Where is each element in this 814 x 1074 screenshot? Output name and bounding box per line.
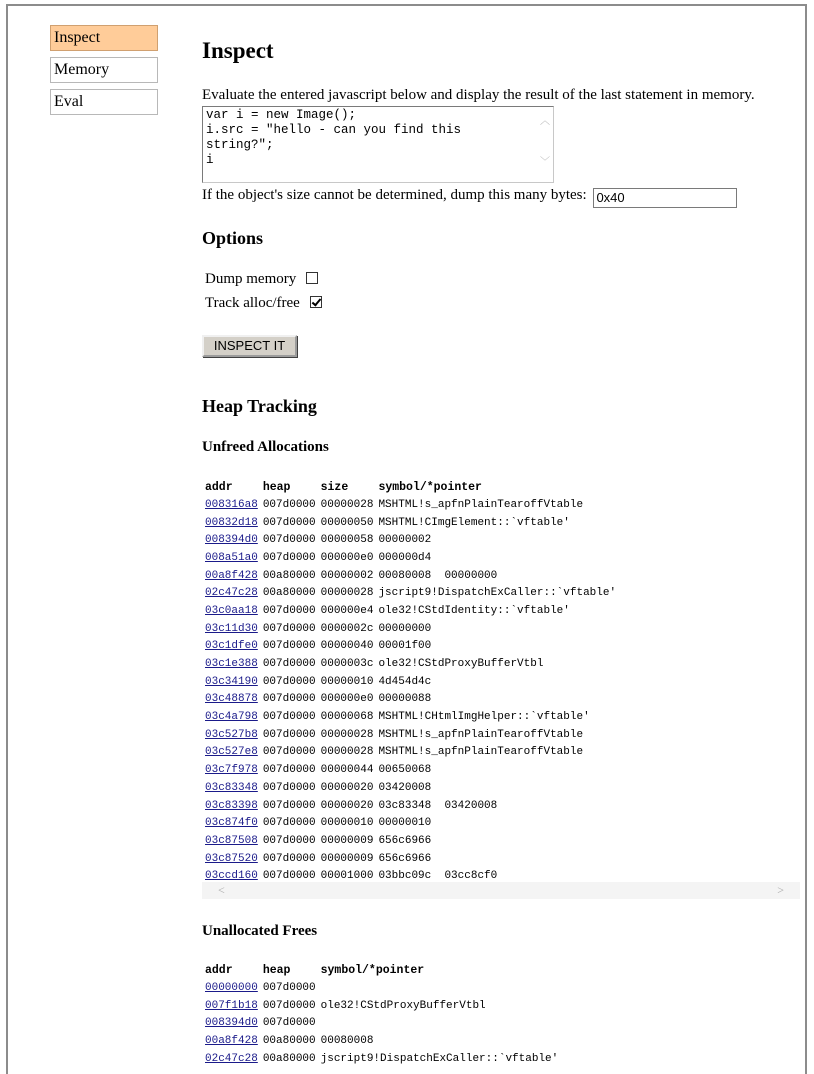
table-cell: 00000010 xyxy=(320,675,374,688)
table-cell: 007d0000 xyxy=(262,870,316,883)
addr-cell xyxy=(204,620,262,638)
option-dump-memory xyxy=(205,271,318,288)
inspect-it-button[interactable]: INSPECT IT xyxy=(202,335,297,357)
table-cell: 00000088 xyxy=(378,693,432,706)
table-row xyxy=(204,549,620,567)
table-row xyxy=(204,779,620,797)
unallocated-frees-table xyxy=(204,962,562,1067)
table-cell: 00000010 xyxy=(378,817,432,830)
table-cell: MSHTML!CHtmlImgHelper::`vftable' xyxy=(378,711,590,724)
table-row xyxy=(204,850,620,868)
table-row xyxy=(204,997,562,1015)
table-cell: 007d0000 xyxy=(262,834,316,847)
addr-cell xyxy=(204,496,262,514)
table-cell: 00a80000 xyxy=(262,1034,316,1047)
table-row xyxy=(204,638,620,656)
table-row xyxy=(204,514,620,532)
table-cell: 00000010 xyxy=(320,817,374,830)
dump-size-row xyxy=(202,187,737,208)
table-cell: 007d0000 xyxy=(262,781,316,794)
addr-link[interactable]: 03c7f978 xyxy=(205,764,258,777)
addr-cell xyxy=(204,726,262,744)
addr-link[interactable]: 008394d0 xyxy=(205,534,258,547)
table-horizontal-scrollbar[interactable] xyxy=(202,882,800,899)
table-row xyxy=(204,620,620,638)
addr-cell xyxy=(204,997,262,1015)
column-header: size xyxy=(320,481,349,494)
table-row xyxy=(204,979,562,997)
table-cell: 00000020 xyxy=(320,781,374,794)
table-cell: 656c6966 xyxy=(378,852,432,865)
table-row xyxy=(204,602,620,620)
track-alloc-checkbox[interactable] xyxy=(310,296,322,308)
addr-link[interactable]: 03c527b8 xyxy=(205,728,258,741)
addr-cell xyxy=(204,797,262,815)
addr-cell xyxy=(204,584,262,602)
addr-link[interactable]: 00a8f428 xyxy=(205,569,258,582)
addr-link[interactable]: 03c48878 xyxy=(205,693,258,706)
table-cell: 00000028 xyxy=(320,498,374,511)
javascript-input[interactable] xyxy=(202,106,554,183)
table-cell: MSHTML!CImgElement::`vftable' xyxy=(378,516,570,529)
table-row xyxy=(204,832,620,850)
table-cell: 00000020 xyxy=(320,799,374,812)
table-cell: 00001f00 xyxy=(378,640,432,653)
addr-cell xyxy=(204,832,262,850)
addr-link[interactable]: 03ccd160 xyxy=(205,870,258,883)
table-cell: MSHTML!s_apfnPlainTearoffVtable xyxy=(378,746,584,759)
table-row xyxy=(204,531,620,549)
addr-cell xyxy=(204,1050,262,1068)
addr-cell xyxy=(204,779,262,797)
table-cell: 000000d4 xyxy=(378,551,432,564)
unfreed-allocations-table xyxy=(204,479,620,885)
addr-cell xyxy=(204,814,262,832)
table-cell: 00a80000 xyxy=(262,1052,316,1065)
table-row xyxy=(204,1014,562,1032)
table-row xyxy=(204,655,620,673)
table-cell: 00000000 xyxy=(378,622,432,635)
addr-link[interactable]: 02c47c28 xyxy=(205,1052,258,1065)
addr-link[interactable]: 008a51a0 xyxy=(205,551,258,564)
addr-cell xyxy=(204,691,262,709)
table-cell xyxy=(320,979,563,997)
column-header: heap xyxy=(262,481,291,494)
addr-link[interactable]: 03c1dfe0 xyxy=(205,640,258,653)
table-cell: ole32!CStdProxyBufferVtbl xyxy=(320,999,486,1012)
addr-cell xyxy=(204,1032,262,1050)
column-header: addr xyxy=(205,964,233,977)
description-text: Evaluate the entered javascript below and display the result of the last statement in memory. xyxy=(202,87,755,103)
table-cell: 00000044 xyxy=(320,764,374,777)
table-cell: 00000028 xyxy=(320,587,374,600)
scroll-left-icon[interactable]: < xyxy=(218,883,225,897)
table-cell: 00000068 xyxy=(320,711,374,724)
table-cell: 007d0000 xyxy=(262,604,316,617)
addr-cell xyxy=(204,744,262,762)
table-row xyxy=(204,744,620,762)
table-cell: jscript9!DispatchExCaller::`vftable' xyxy=(378,587,617,600)
sidebar-nav xyxy=(50,25,158,121)
table-cell: 007d0000 xyxy=(262,746,316,759)
addr-cell xyxy=(204,602,262,620)
heap-tracking-heading: Heap Tracking xyxy=(202,396,317,416)
table-cell: 00000009 xyxy=(320,852,374,865)
table-cell: 656c6966 xyxy=(378,834,432,847)
addr-link[interactable]: 03c83348 xyxy=(205,781,258,794)
addr-link[interactable]: 008316a8 xyxy=(205,498,258,511)
table-cell: 007d0000 xyxy=(262,498,316,511)
addr-link[interactable]: 00000000 xyxy=(205,981,258,994)
table-cell xyxy=(320,1014,563,1032)
table-cell: 00080008 00000000 xyxy=(378,569,498,582)
table-cell: 00000028 xyxy=(320,728,374,741)
table-cell: 007d0000 xyxy=(262,640,316,653)
table-cell: 00a80000 xyxy=(262,569,316,582)
table-cell: 007d0000 xyxy=(262,981,316,994)
dump-size-label: If the object's size cannot be determined, dump this many bytes: xyxy=(202,187,587,203)
table-cell: 03420008 xyxy=(378,781,432,794)
addr-cell xyxy=(204,567,262,585)
addr-cell xyxy=(204,549,262,567)
table-cell: 007d0000 xyxy=(262,817,316,830)
table-cell: 00000028 xyxy=(320,746,374,759)
table-cell: 007d0000 xyxy=(262,1017,316,1030)
table-cell: 007d0000 xyxy=(262,622,316,635)
table-row xyxy=(204,1050,562,1068)
addr-cell xyxy=(204,531,262,549)
table-cell: 00000002 xyxy=(378,534,432,547)
addr-link[interactable]: 03c87520 xyxy=(205,852,258,865)
addr-link[interactable]: 03c0aa18 xyxy=(205,604,258,617)
addr-cell xyxy=(204,514,262,532)
table-row xyxy=(204,496,620,514)
dump-size-input[interactable] xyxy=(593,188,737,208)
addr-link[interactable]: 03c527e8 xyxy=(205,746,258,759)
table-cell: 007d0000 xyxy=(262,534,316,547)
sidebar-item-memory[interactable]: Memory xyxy=(50,57,158,83)
table-cell: 00000050 xyxy=(320,516,374,529)
table-header-row xyxy=(204,479,620,496)
column-header: heap xyxy=(262,964,291,977)
table-row xyxy=(204,673,620,691)
table-cell: 007d0000 xyxy=(262,711,316,724)
options-heading: Options xyxy=(202,228,264,248)
table-cell: 000000e0 xyxy=(320,693,374,706)
addr-link[interactable]: 02c47c28 xyxy=(205,587,258,600)
scroll-right-icon[interactable]: > xyxy=(777,883,784,897)
table-row xyxy=(204,814,620,832)
table-cell: 007d0000 xyxy=(262,728,316,741)
addr-cell xyxy=(204,673,262,691)
unfreed-allocations-heading: Unfreed Allocations xyxy=(202,439,329,455)
addr-link[interactable]: 03c34190 xyxy=(205,675,258,688)
table-cell: 00a80000 xyxy=(262,587,316,600)
table-cell: ole32!CStdIdentity::`vftable' xyxy=(378,604,570,617)
table-cell: 0000003c xyxy=(320,658,374,671)
table-cell: 00000040 xyxy=(320,640,374,653)
table-cell: 000000e4 xyxy=(320,604,374,617)
table-row xyxy=(204,726,620,744)
table-cell: 000000e0 xyxy=(320,551,374,564)
addr-link[interactable]: 03c83398 xyxy=(205,799,258,812)
table-row xyxy=(204,691,620,709)
addr-link[interactable]: 00a8f428 xyxy=(205,1034,258,1047)
addr-cell xyxy=(204,1014,262,1032)
table-cell: 007d0000 xyxy=(262,999,316,1012)
table-cell: 4d454d4c xyxy=(378,675,432,688)
javascript-code[interactable]: var i = new Image(); i.src = "hello - can you find this string?"; i xyxy=(206,108,462,167)
table-row xyxy=(204,797,620,815)
sidebar-item-eval[interactable]: Eval xyxy=(50,89,158,115)
table-cell: 007d0000 xyxy=(262,658,316,671)
table-cell: 00000002 xyxy=(320,569,374,582)
table-cell: 007d0000 xyxy=(262,675,316,688)
table-row xyxy=(204,584,620,602)
scroll-up-icon[interactable]: ︿ xyxy=(540,116,550,127)
addr-link[interactable]: 03c1e388 xyxy=(205,658,258,671)
table-header-row xyxy=(204,962,562,979)
table-cell: 00000009 xyxy=(320,834,374,847)
table-cell: 00080008 xyxy=(320,1034,374,1047)
table-cell: 00650068 xyxy=(378,764,432,777)
code-scrollbar[interactable] xyxy=(537,107,553,182)
page-title: Inspect xyxy=(202,38,274,63)
table-row xyxy=(204,761,620,779)
addr-cell xyxy=(204,638,262,656)
addr-link[interactable]: 03c11d30 xyxy=(205,622,258,635)
table-cell: 0000002c xyxy=(320,622,374,635)
addr-cell xyxy=(204,979,262,997)
table-row xyxy=(204,567,620,585)
table-cell: MSHTML!s_apfnPlainTearoffVtable xyxy=(378,728,584,741)
unallocated-frees-heading: Unallocated Frees xyxy=(202,923,318,939)
table-row xyxy=(204,1032,562,1050)
scroll-down-icon[interactable]: ﹀ xyxy=(540,157,550,168)
column-header: symbol/*pointer xyxy=(320,964,425,977)
dump-memory-checkbox[interactable] xyxy=(306,272,318,284)
dump-memory-label: Dump memory xyxy=(205,271,297,287)
table-cell: ole32!CStdProxyBufferVtbl xyxy=(378,658,544,671)
table-cell: 00000058 xyxy=(320,534,374,547)
addr-link[interactable]: 00832d18 xyxy=(205,516,258,529)
addr-link[interactable]: 03c874f0 xyxy=(205,817,258,830)
sidebar-item-inspect[interactable]: Inspect xyxy=(50,25,158,51)
addr-cell xyxy=(204,850,262,868)
table-cell: 007d0000 xyxy=(262,799,316,812)
table-cell: 007d0000 xyxy=(262,693,316,706)
addr-cell xyxy=(204,708,262,726)
column-header: addr xyxy=(205,481,233,494)
table-cell: 03bbc09c 03cc8cf0 xyxy=(378,870,498,883)
table-cell: 007d0000 xyxy=(262,516,316,529)
addr-cell xyxy=(204,655,262,673)
addr-cell xyxy=(204,761,262,779)
table-cell: jscript9!DispatchExCaller::`vftable' xyxy=(320,1052,559,1065)
track-alloc-label: Track alloc/free xyxy=(205,295,300,311)
table-cell: 007d0000 xyxy=(262,764,316,777)
column-header: symbol/*pointer xyxy=(378,481,482,494)
addr-link[interactable]: 03c87508 xyxy=(205,834,258,847)
addr-link[interactable]: 007f1b18 xyxy=(205,999,258,1012)
table-cell: 00001000 xyxy=(320,870,374,883)
option-track-alloc xyxy=(205,295,322,312)
table-cell: 03c83348 03420008 xyxy=(378,799,498,812)
table-row xyxy=(204,708,620,726)
addr-link[interactable]: 03c4a798 xyxy=(205,711,258,724)
table-cell: MSHTML!s_apfnPlainTearoffVtable xyxy=(378,498,584,511)
table-cell: 007d0000 xyxy=(262,852,316,865)
addr-link[interactable]: 008394d0 xyxy=(205,1017,258,1030)
table-cell: 007d0000 xyxy=(262,551,316,564)
